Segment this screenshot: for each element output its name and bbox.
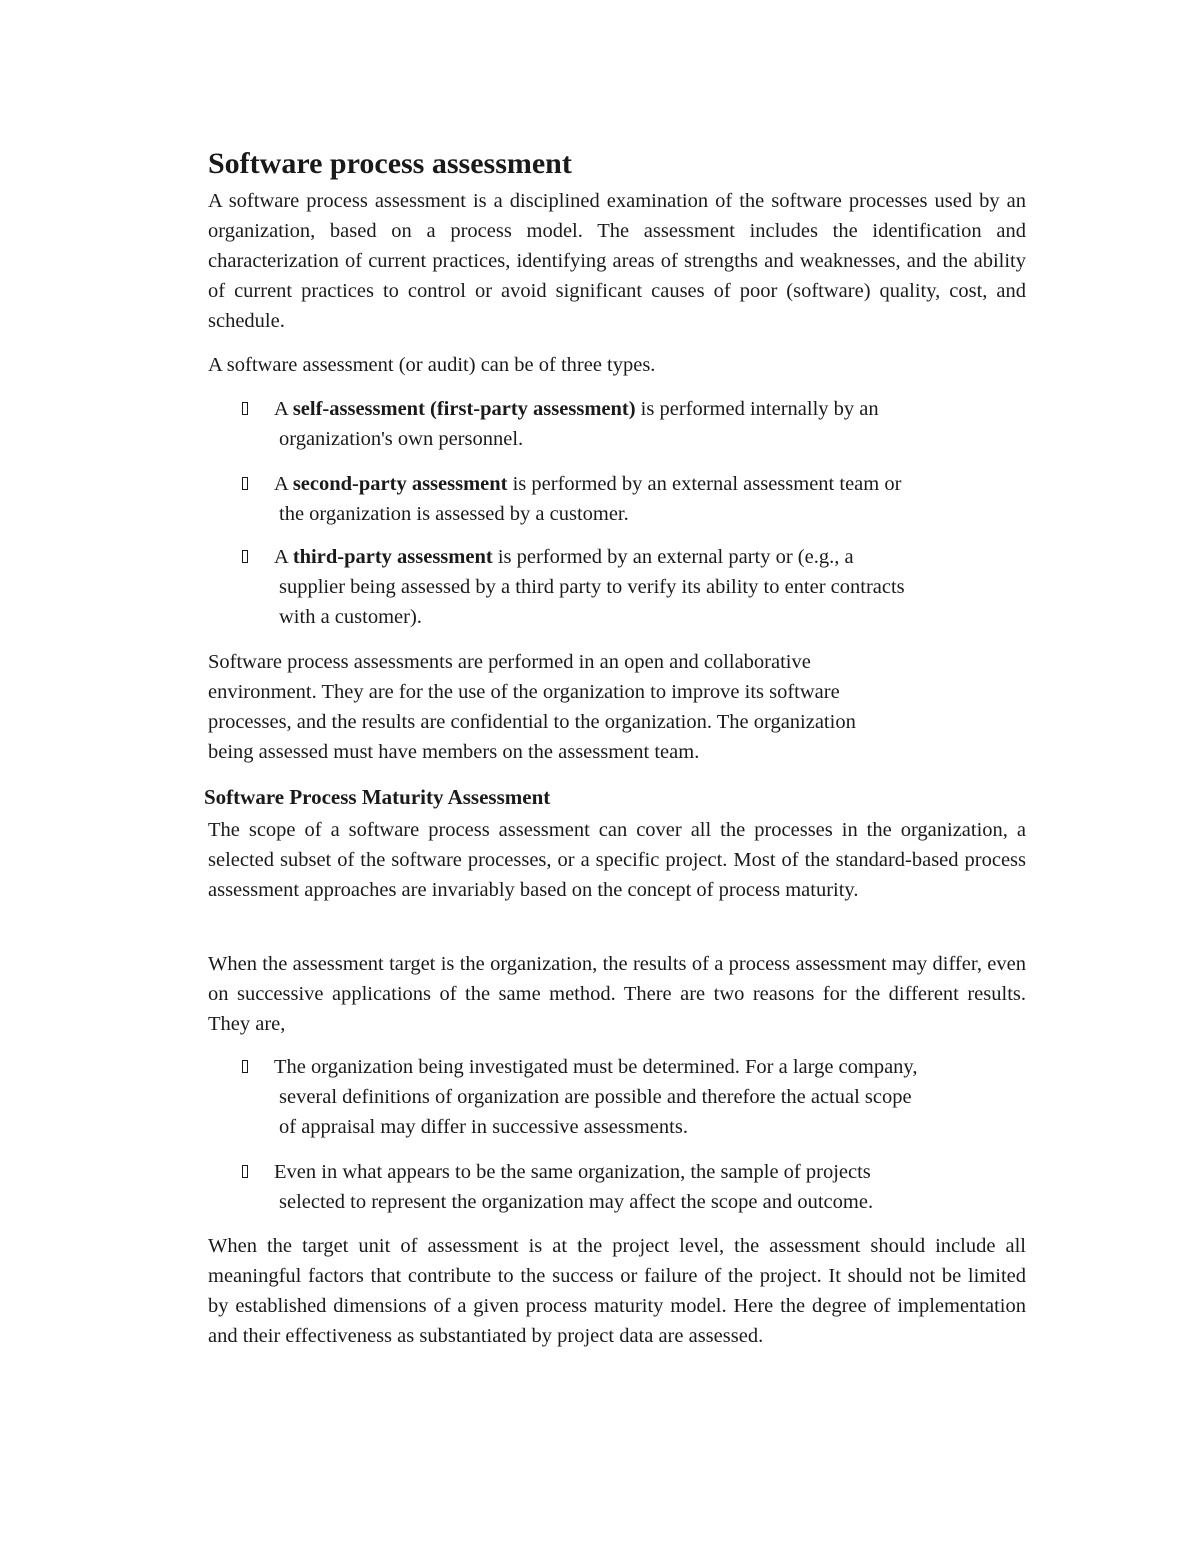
intro-paragraph: A software process assessment is a disciplined examination of the software processes used by an organization, based on a process model. The assessment includes the identification and characterization of current practices, identifying areas of strengths and weaknesses, and the ability of current practices to control or avoid significant causes of poor (software) quality, cost, and schedule. [208, 190, 1026, 332]
scope-paragraph: The scope of a software process assessment can cover all the processes in the organization, a selected subset of the software processes, or a specific project. Most of the standard-based process assessment approaches are invariably based on the concept of process maturity. [208, 819, 1026, 901]
bullet-text-continuation: of appraisal may differ in successive assessments. [279, 1116, 688, 1138]
bullet-text-continuation: selected to represent the organization may affect the scope and outcome. [279, 1191, 874, 1213]
bullet-prefix: A [274, 473, 293, 495]
bullet-glyph-icon [242, 1165, 248, 1178]
bullet-glyph-icon [242, 1060, 248, 1073]
bullet-text: The organization being investigated must be determined. For a large company, [274, 1056, 918, 1078]
results-paragraph: When the assessment target is the organization, the results of a process assessment may differ, even on successive applications of the same method. There are two reasons for the different results. They are, [208, 953, 1026, 1035]
project-level-paragraph: When the target unit of assessment is at the project level, the assessment should include all meaningful factors that contribute to the success or failure of the project. It should not be limited by established dimensions of a given process maturity model. Here the degree of implementation and their effectiveness as substantiated by project data are assessed. [208, 1235, 1026, 1347]
paragraph-line: being assessed must have members on the assessment team. [208, 741, 700, 763]
bullet-text-continuation: several definitions of organization are possible and therefore the actual scope [279, 1086, 912, 1108]
bullet-item-reason-organization [242, 1052, 1026, 1142]
bullet-item-second-party [242, 469, 1026, 529]
bullet-text-continuation: supplier being assessed by a third party to verify its ability to enter contracts [279, 576, 905, 598]
paragraph-line: environment. They are for the use of the organization to improve its software [208, 681, 840, 703]
bullet-item-reason-sample [242, 1157, 1026, 1217]
paragraph-line: Software process assessments are performed in an open and collaborative [208, 651, 811, 673]
bullet-glyph-icon [242, 550, 248, 563]
bullet-text: is performed by an external party or (e.g., a [492, 546, 854, 568]
types-intro-paragraph: A software assessment (or audit) can be of three types. [208, 354, 656, 376]
bullet-text: Even in what appears to be the same organization, the sample of projects [274, 1161, 871, 1183]
page-title: Software process assessment [208, 147, 572, 180]
bullet-prefix: A [274, 546, 293, 568]
collaborative-paragraph [208, 647, 1026, 767]
bullet-item-third-party [242, 542, 1026, 632]
bullet-text-continuation: organization's own personnel. [279, 428, 524, 450]
bullet-text-continuation: with a customer). [279, 606, 422, 628]
bullet-glyph-icon [242, 477, 248, 490]
section-heading-maturity: Software Process Maturity Assessment [204, 785, 551, 809]
bullet-term: second-party assessment [292, 473, 508, 495]
bullet-glyph-icon [242, 402, 248, 415]
bullet-text: is performed by an external assessment team or [507, 473, 902, 495]
bullet-term: third-party assessment [292, 546, 493, 568]
bullet-item-self-assessment [242, 394, 1026, 454]
bullet-prefix: A [274, 398, 293, 420]
bullet-term: self-assessment (first-party assessment) [292, 398, 636, 420]
paragraph-line: processes, and the results are confidential to the organization. The organization [208, 711, 856, 733]
bullet-text: is performed internally by an [635, 398, 879, 420]
bullet-text-continuation: the organization is assessed by a customer. [279, 503, 629, 525]
